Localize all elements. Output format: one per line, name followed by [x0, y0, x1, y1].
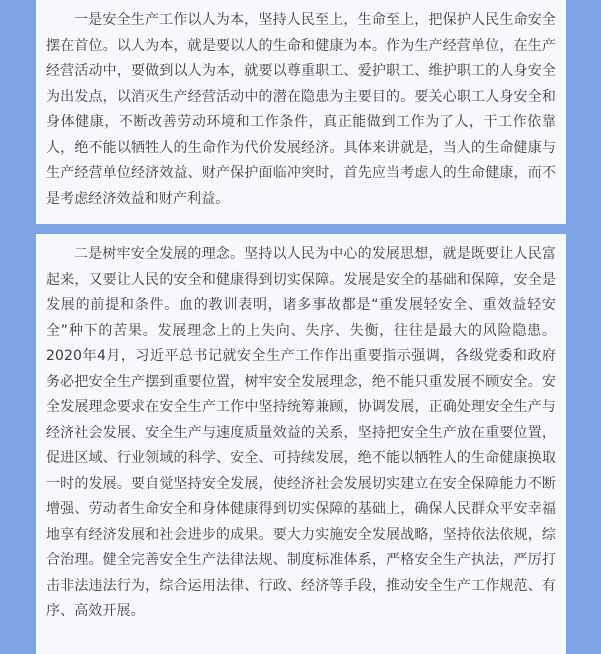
paragraph-panel-1: [36, 0, 566, 224]
paragraph-1: 一是安全生产工作以人为本，坚持人民至上，生命至上，把保护人民生命安全摆在首位。以人为本，就是要以人的生命和健康为本。作为生产经营单位，在生产经营活动中，要做到以人为本，就要以尊重职工、爱护职工、维护职工的人身安全为出发点，以消灭生产经营活动中的潜在隐患为主要目的。要关心职工人身安全和身体健康，不断改善劳动环境和工作条件，真正能做到工作为了人，干工作依靠人，绝不能以牺牲人的生命作为代价发展经济。具体来讲就是，当人的生命健康与生产经营单位经济效益、财产保护面临冲突时，首先应当考虑人的生命健康，而不是考虑经济效益和财产利益。: [46, 12, 556, 207]
paragraph-panel-2: [36, 234, 566, 654]
paragraph-2: 二是树牢安全发展的理念。坚持以人民为中心的发展思想，就是既要让人民富起来，又要让人民的安全和健康得到切实保障。发展是安全的基础和保障，安全是发展的前提和条件。血的教训表明，诸多事故都是“重发展轻安全、重效益轻安全”种下的苦果。发展理念上的上失向、失序、失衡，往往是最大的风险隐患。2020年4月，习近平总书记就安全生产工作作出重要指示强调，各级党委和政府务必把安全生产摆到重要位置，树牢安全发展理念，绝不能只重发展不顾安全。安全发展理念要求在安全生产工作中坚持统筹兼顾，协调发展，正确处理安全生产与经济社会发展、安全生产与速度质量效益的关系，坚持把安全生产放在重要位置，促进区域、行业领域的科学、安全、可持续发展，绝不能以牺牲人的生命健康换取一时的发展。要自觉坚持安全发展，使经济社会发展切实建立在安全保障能力不断增强、劳动者生命安全和身体健康得到切实保障的基础上，确保人民群众平安幸福地享有经济发展和社会进步的成果。要大力实施安全发展战略，坚持依法依规，综合治理。健全完善安全生产法律法规、制度标准体系，严格安全生产执法，严厉打击非法违法行为，综合运用法律、行政、经济等手段，推动安全生产工作规范、有序、高效开展。: [46, 246, 556, 619]
